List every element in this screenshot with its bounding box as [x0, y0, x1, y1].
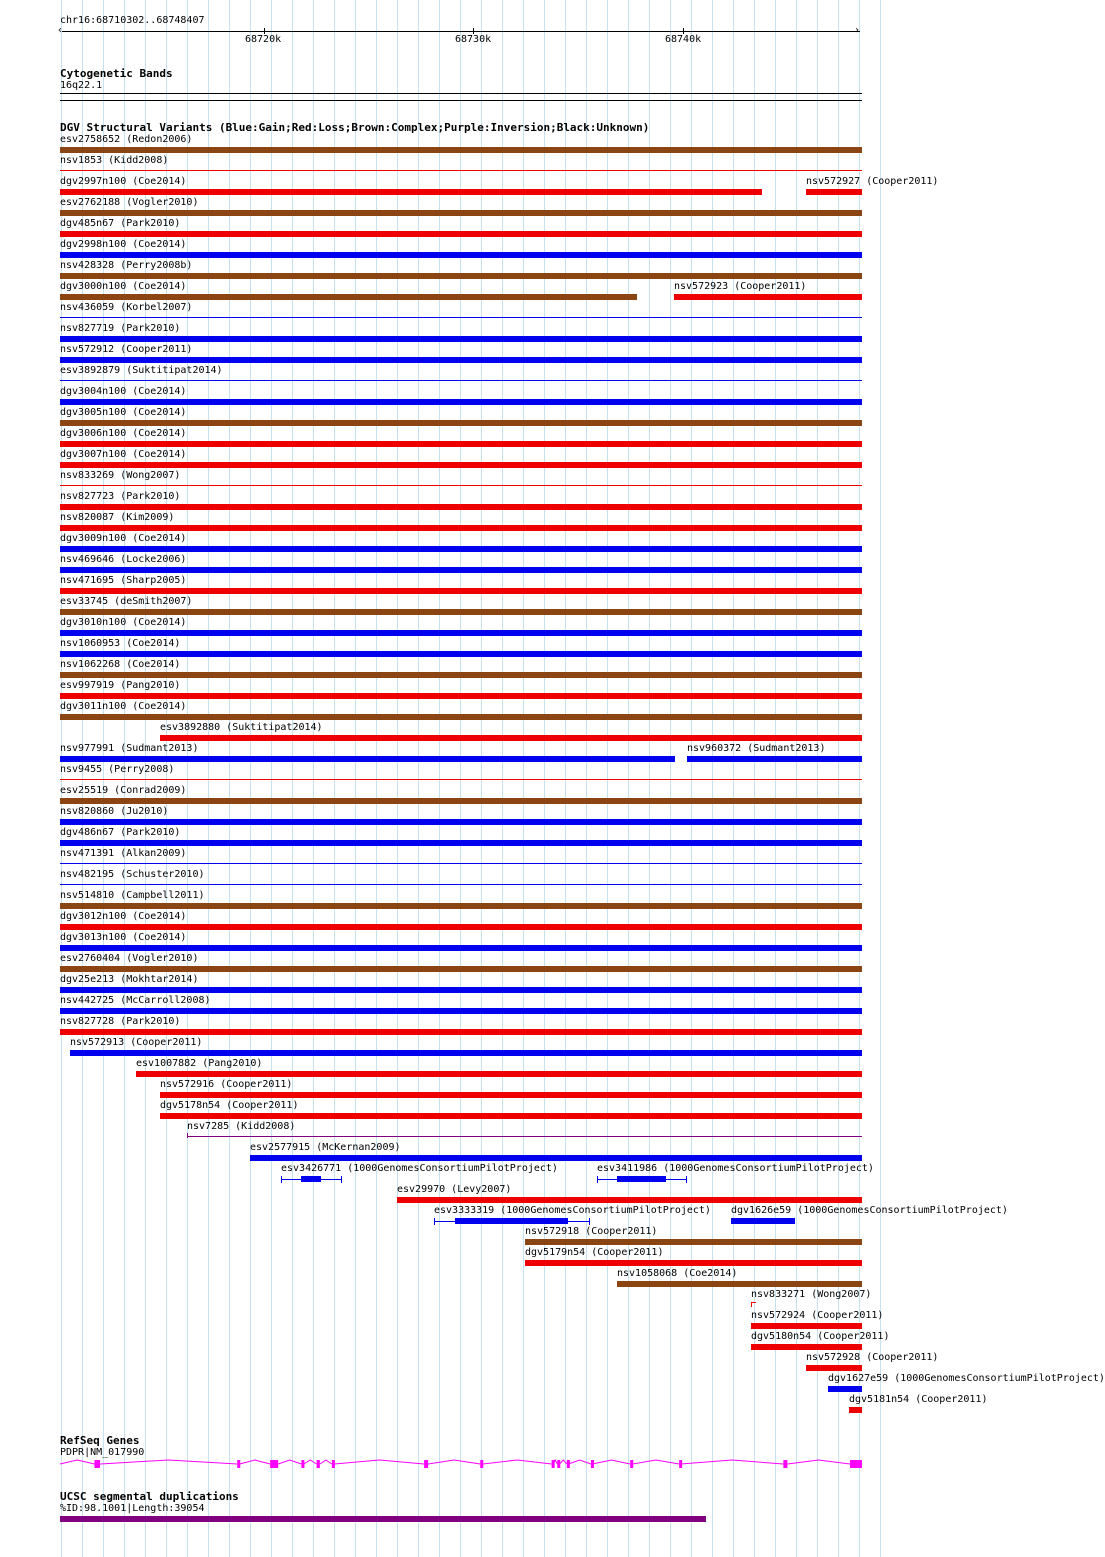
- variant-feature[interactable]: [160, 1113, 862, 1119]
- variant-label: esv997919 (Pang2010): [60, 680, 181, 691]
- variant-feature[interactable]: [849, 1407, 862, 1413]
- intron: [681, 1460, 784, 1464]
- variant-label: nsv572923 (Cooper2011): [674, 281, 807, 292]
- exon[interactable]: [301, 1460, 304, 1468]
- variant-end-tick: [597, 1176, 598, 1183]
- variant-label: dgv486n67 (Park2010): [60, 827, 181, 838]
- variant-label: dgv485n67 (Park2010): [60, 218, 181, 229]
- exon[interactable]: [237, 1460, 240, 1468]
- variant-label: dgv2997n100 (Coe2014): [60, 176, 187, 187]
- variant-feature[interactable]: [60, 903, 862, 909]
- variant-feature[interactable]: [60, 273, 862, 279]
- exon[interactable]: [270, 1460, 278, 1468]
- variant-label: esv3333319 (1000GenomesConsortiumPilotProject): [434, 1205, 711, 1216]
- exon[interactable]: [552, 1460, 555, 1468]
- intron: [240, 1460, 270, 1464]
- variant-core[interactable]: [617, 1176, 666, 1182]
- variant-label: nsv827728 (Park2010): [60, 1016, 181, 1027]
- variant-feature[interactable]: [60, 504, 862, 510]
- variant-label: nsv960372 (Sudmant2013): [687, 743, 826, 754]
- variant-end-tick: [686, 1176, 687, 1183]
- variant-feature[interactable]: [687, 756, 862, 762]
- variant-label: nsv833271 (Wong2007): [751, 1289, 872, 1300]
- exon[interactable]: [424, 1460, 428, 1468]
- variant-label: nsv572924 (Cooper2011): [751, 1310, 884, 1321]
- intron: [787, 1460, 850, 1464]
- variant-feature[interactable]: [60, 336, 862, 342]
- variant-label: esv3411986 (1000GenomesConsortiumPilotProject): [597, 1163, 874, 1174]
- variant-feature[interactable]: [60, 693, 862, 699]
- variant-label: nsv827719 (Park2010): [60, 323, 181, 334]
- variant-feature[interactable]: [60, 756, 675, 762]
- segdup-feature[interactable]: [60, 1516, 706, 1522]
- ruler-right-arrow-icon: ›: [854, 25, 861, 36]
- exon[interactable]: [630, 1460, 633, 1468]
- variant-feature[interactable]: [60, 884, 862, 885]
- variant-feature[interactable]: [60, 147, 862, 153]
- variant-feature[interactable]: [525, 1239, 862, 1245]
- variant-label: nsv469646 (Locke2006): [60, 554, 187, 565]
- variant-feature[interactable]: [60, 588, 862, 594]
- variant-feature[interactable]: [60, 1008, 862, 1014]
- exon[interactable]: [850, 1460, 862, 1468]
- dgv-track-title[interactable]: DGV Structural Variants (Blue:Gain;Red:Loss;Brown:Complex;Purple:Inversion;Black:Unknown): [60, 121, 650, 134]
- exon[interactable]: [567, 1460, 570, 1468]
- intron: [633, 1460, 680, 1464]
- variant-core[interactable]: [455, 1218, 568, 1224]
- variant-label: nsv572916 (Cooper2011): [160, 1079, 293, 1090]
- variant-feature[interactable]: [828, 1386, 862, 1392]
- variant-label: dgv3010n100 (Coe2014): [60, 617, 187, 628]
- variant-feature[interactable]: [60, 924, 862, 930]
- variant-feature[interactable]: [60, 170, 862, 171]
- variant-label: dgv2998n100 (Coe2014): [60, 239, 187, 250]
- variant-feature[interactable]: [60, 945, 862, 951]
- exon[interactable]: [94, 1460, 100, 1468]
- variant-label: nsv820860 (Ju2010): [60, 806, 169, 817]
- refseq-track-title[interactable]: RefSeq Genes: [60, 1434, 140, 1447]
- variant-label: nsv820087 (Kim2009): [60, 512, 175, 523]
- variant-label: dgv3005n100 (Coe2014): [60, 407, 187, 418]
- variant-feature[interactable]: [70, 1050, 862, 1056]
- variant-feature[interactable]: [751, 1344, 862, 1350]
- intron: [593, 1460, 631, 1464]
- variant-label: esv3426771 (1000GenomesConsortiumPilotProject): [281, 1163, 558, 1174]
- variant-end-tick: [187, 1133, 188, 1138]
- variant-label: nsv428328 (Perry2008b): [60, 260, 193, 271]
- variant-feature[interactable]: [60, 779, 862, 780]
- gene-model-pdpr[interactable]: [0, 1454, 890, 1474]
- cytoband-line[interactable]: [60, 100, 862, 101]
- variant-feature[interactable]: [60, 231, 862, 237]
- variant-feature[interactable]: [136, 1071, 862, 1077]
- variant-label: dgv5180n54 (Cooper2011): [751, 1331, 890, 1342]
- variant-feature[interactable]: [160, 1092, 862, 1098]
- intron: [60, 1460, 94, 1464]
- variant-label: esv3892880 (Suktitipat2014): [160, 722, 323, 733]
- variant-label: dgv25e213 (Mokhtar2014): [60, 974, 199, 985]
- variant-end-tick: [589, 1218, 590, 1225]
- variant-feature[interactable]: [751, 1323, 862, 1329]
- variant-label: dgv5181n54 (Cooper2011): [849, 1394, 988, 1405]
- variant-label: nsv827723 (Park2010): [60, 491, 181, 502]
- intron: [428, 1460, 480, 1464]
- variant-feature[interactable]: [60, 863, 862, 864]
- variant-feature[interactable]: [60, 672, 862, 678]
- cytoband-label: 16q22.1: [60, 80, 103, 91]
- variant-label: nsv1062268 (Coe2014): [60, 659, 181, 670]
- variant-feature[interactable]: [60, 1029, 862, 1035]
- variant-label: nsv482195 (Schuster2010): [60, 869, 205, 880]
- variant-label: dgv3013n100 (Coe2014): [60, 932, 187, 943]
- variant-feature[interactable]: [60, 546, 862, 552]
- variant-label: dgv1627e59 (1000GenomesConsortiumPilotProject): [828, 1373, 1105, 1384]
- intron: [278, 1460, 301, 1464]
- intron: [334, 1460, 424, 1464]
- variant-label: nsv1060953 (Coe2014): [60, 638, 181, 649]
- variant-feature[interactable]: [60, 966, 862, 972]
- exon[interactable]: [557, 1460, 560, 1468]
- variant-label: dgv3004n100 (Coe2014): [60, 386, 187, 397]
- variant-label: nsv442725 (McCarroll2008): [60, 995, 211, 1006]
- variant-end-tick: [341, 1176, 342, 1183]
- variant-feature[interactable]: [60, 987, 862, 993]
- variant-feature[interactable]: [60, 357, 862, 363]
- intron: [483, 1460, 552, 1464]
- variant-feature[interactable]: [525, 1260, 862, 1266]
- variant-label: nsv514810 (Campbell2011): [60, 890, 205, 901]
- variant-label: dgv5178n54 (Cooper2011): [160, 1100, 299, 1111]
- variant-feature[interactable]: [60, 819, 862, 825]
- variant-label: nsv471695 (Sharp2005): [60, 575, 187, 586]
- variant-label: esv2577915 (McKernan2009): [250, 1142, 401, 1153]
- intron: [100, 1460, 237, 1464]
- variant-feature[interactable]: [60, 210, 862, 216]
- exon[interactable]: [480, 1460, 483, 1468]
- variant-feature[interactable]: [60, 485, 862, 486]
- variant-label: esv33745 (deSmith2007): [60, 596, 193, 607]
- intron: [304, 1460, 317, 1464]
- variant-feature[interactable]: [60, 714, 862, 720]
- variant-feature[interactable]: [617, 1281, 862, 1287]
- variant-feature[interactable]: [397, 1197, 862, 1203]
- variant-feature[interactable]: [60, 441, 862, 447]
- variant-label: dgv1626e59 (1000GenomesConsortiumPilotProject): [731, 1205, 1008, 1216]
- exon[interactable]: [317, 1460, 320, 1468]
- variant-label: nsv572928 (Cooper2011): [806, 1352, 939, 1363]
- variant-label: dgv5179n54 (Cooper2011): [525, 1247, 664, 1258]
- variant-feature[interactable]: [806, 189, 862, 195]
- variant-label: nsv833269 (Wong2007): [60, 470, 181, 481]
- variant-end-tick: [434, 1218, 435, 1225]
- variant-feature[interactable]: [60, 420, 862, 426]
- exon[interactable]: [332, 1460, 335, 1468]
- variant-feature[interactable]: [60, 798, 862, 804]
- variant-core[interactable]: [301, 1176, 321, 1182]
- variant-label: nsv572918 (Cooper2011): [525, 1226, 658, 1237]
- variant-label: nsv1853 (Kidd2008): [60, 155, 169, 166]
- variant-label: nsv7285 (Kidd2008): [187, 1121, 296, 1132]
- variant-feature[interactable]: [60, 609, 862, 615]
- variant-label: dgv3012n100 (Coe2014): [60, 911, 187, 922]
- variant-label: esv25519 (Conrad2009): [60, 785, 187, 796]
- variant-label: nsv572913 (Cooper2011): [70, 1037, 203, 1048]
- variant-end-tick: [281, 1176, 282, 1183]
- ruler-line: [62, 31, 860, 32]
- exon[interactable]: [783, 1460, 787, 1468]
- ruler-left-arrow-icon: ‹: [57, 25, 64, 36]
- variant-label: nsv572912 (Cooper2011): [60, 344, 193, 355]
- variant-label: esv2762188 (Vogler2010): [60, 197, 199, 208]
- variant-label: dgv3007n100 (Coe2014): [60, 449, 187, 460]
- variant-feature[interactable]: [60, 525, 862, 531]
- variant-feature[interactable]: [731, 1218, 795, 1224]
- cytoband-track-title[interactable]: Cytogenetic Bands: [60, 67, 173, 80]
- variant-label: dgv3000n100 (Coe2014): [60, 281, 187, 292]
- variant-label: esv29970 (Levy2007): [397, 1184, 512, 1195]
- location-label: chr16:68710302..68748407: [60, 15, 205, 26]
- variant-label: nsv977991 (Sudmant2013): [60, 743, 199, 754]
- ruler-tick-label: 68720k: [245, 34, 282, 45]
- variant-feature[interactable]: [674, 294, 862, 300]
- variant-feature[interactable]: [60, 252, 862, 258]
- variant-label: nsv1058068 (Coe2014): [617, 1268, 738, 1279]
- variant-feature[interactable]: [60, 651, 862, 657]
- gridline: [880, 0, 881, 1557]
- variant-feature[interactable]: [60, 630, 862, 636]
- intron: [560, 1460, 567, 1464]
- exon[interactable]: [591, 1460, 594, 1468]
- variant-label: esv3892879 (Suktitipat2014): [60, 365, 223, 376]
- variant-feature[interactable]: [806, 1365, 862, 1371]
- variant-label: esv2758652 (Redon2006): [60, 134, 193, 145]
- variant-label: dgv3006n100 (Coe2014): [60, 428, 187, 439]
- variant-feature[interactable]: [60, 399, 862, 405]
- variant-feature[interactable]: [160, 735, 862, 741]
- intron: [320, 1460, 332, 1464]
- segdup-track-title[interactable]: UCSC segmental duplications: [60, 1490, 239, 1503]
- intron: [568, 1460, 590, 1464]
- variant-label: nsv572927 (Cooper2011): [806, 176, 939, 187]
- variant-label: nsv9455 (Perry2008): [60, 764, 175, 775]
- variant-feature[interactable]: [187, 1136, 862, 1137]
- ruler-tick-label: 68730k: [455, 34, 492, 45]
- variant-feature[interactable]: [60, 840, 862, 846]
- segdup-label: %ID:98.1001|Length:39054: [60, 1503, 205, 1514]
- variant-label: nsv436059 (Korbel2007): [60, 302, 193, 313]
- variant-label: esv2760404 (Vogler2010): [60, 953, 199, 964]
- variant-end-tick: [751, 1302, 752, 1307]
- variant-feature[interactable]: [250, 1155, 862, 1161]
- cytoband-line[interactable]: [60, 93, 862, 94]
- ruler-tick-label: 68740k: [665, 34, 702, 45]
- variant-feature[interactable]: [60, 294, 637, 300]
- variant-feature[interactable]: [60, 189, 762, 195]
- variant-label: dgv3009n100 (Coe2014): [60, 533, 187, 544]
- variant-feature[interactable]: [60, 567, 862, 573]
- variant-feature[interactable]: [60, 317, 862, 318]
- variant-feature[interactable]: [60, 462, 862, 468]
- variant-label: esv1007882 (Pang2010): [136, 1058, 263, 1069]
- exon[interactable]: [679, 1460, 682, 1468]
- variant-label: dgv3011n100 (Coe2014): [60, 701, 187, 712]
- variant-label: nsv471391 (Alkan2009): [60, 848, 187, 859]
- gene-label: PDPR|NM_017990: [60, 1447, 145, 1458]
- variant-feature[interactable]: [60, 380, 862, 381]
